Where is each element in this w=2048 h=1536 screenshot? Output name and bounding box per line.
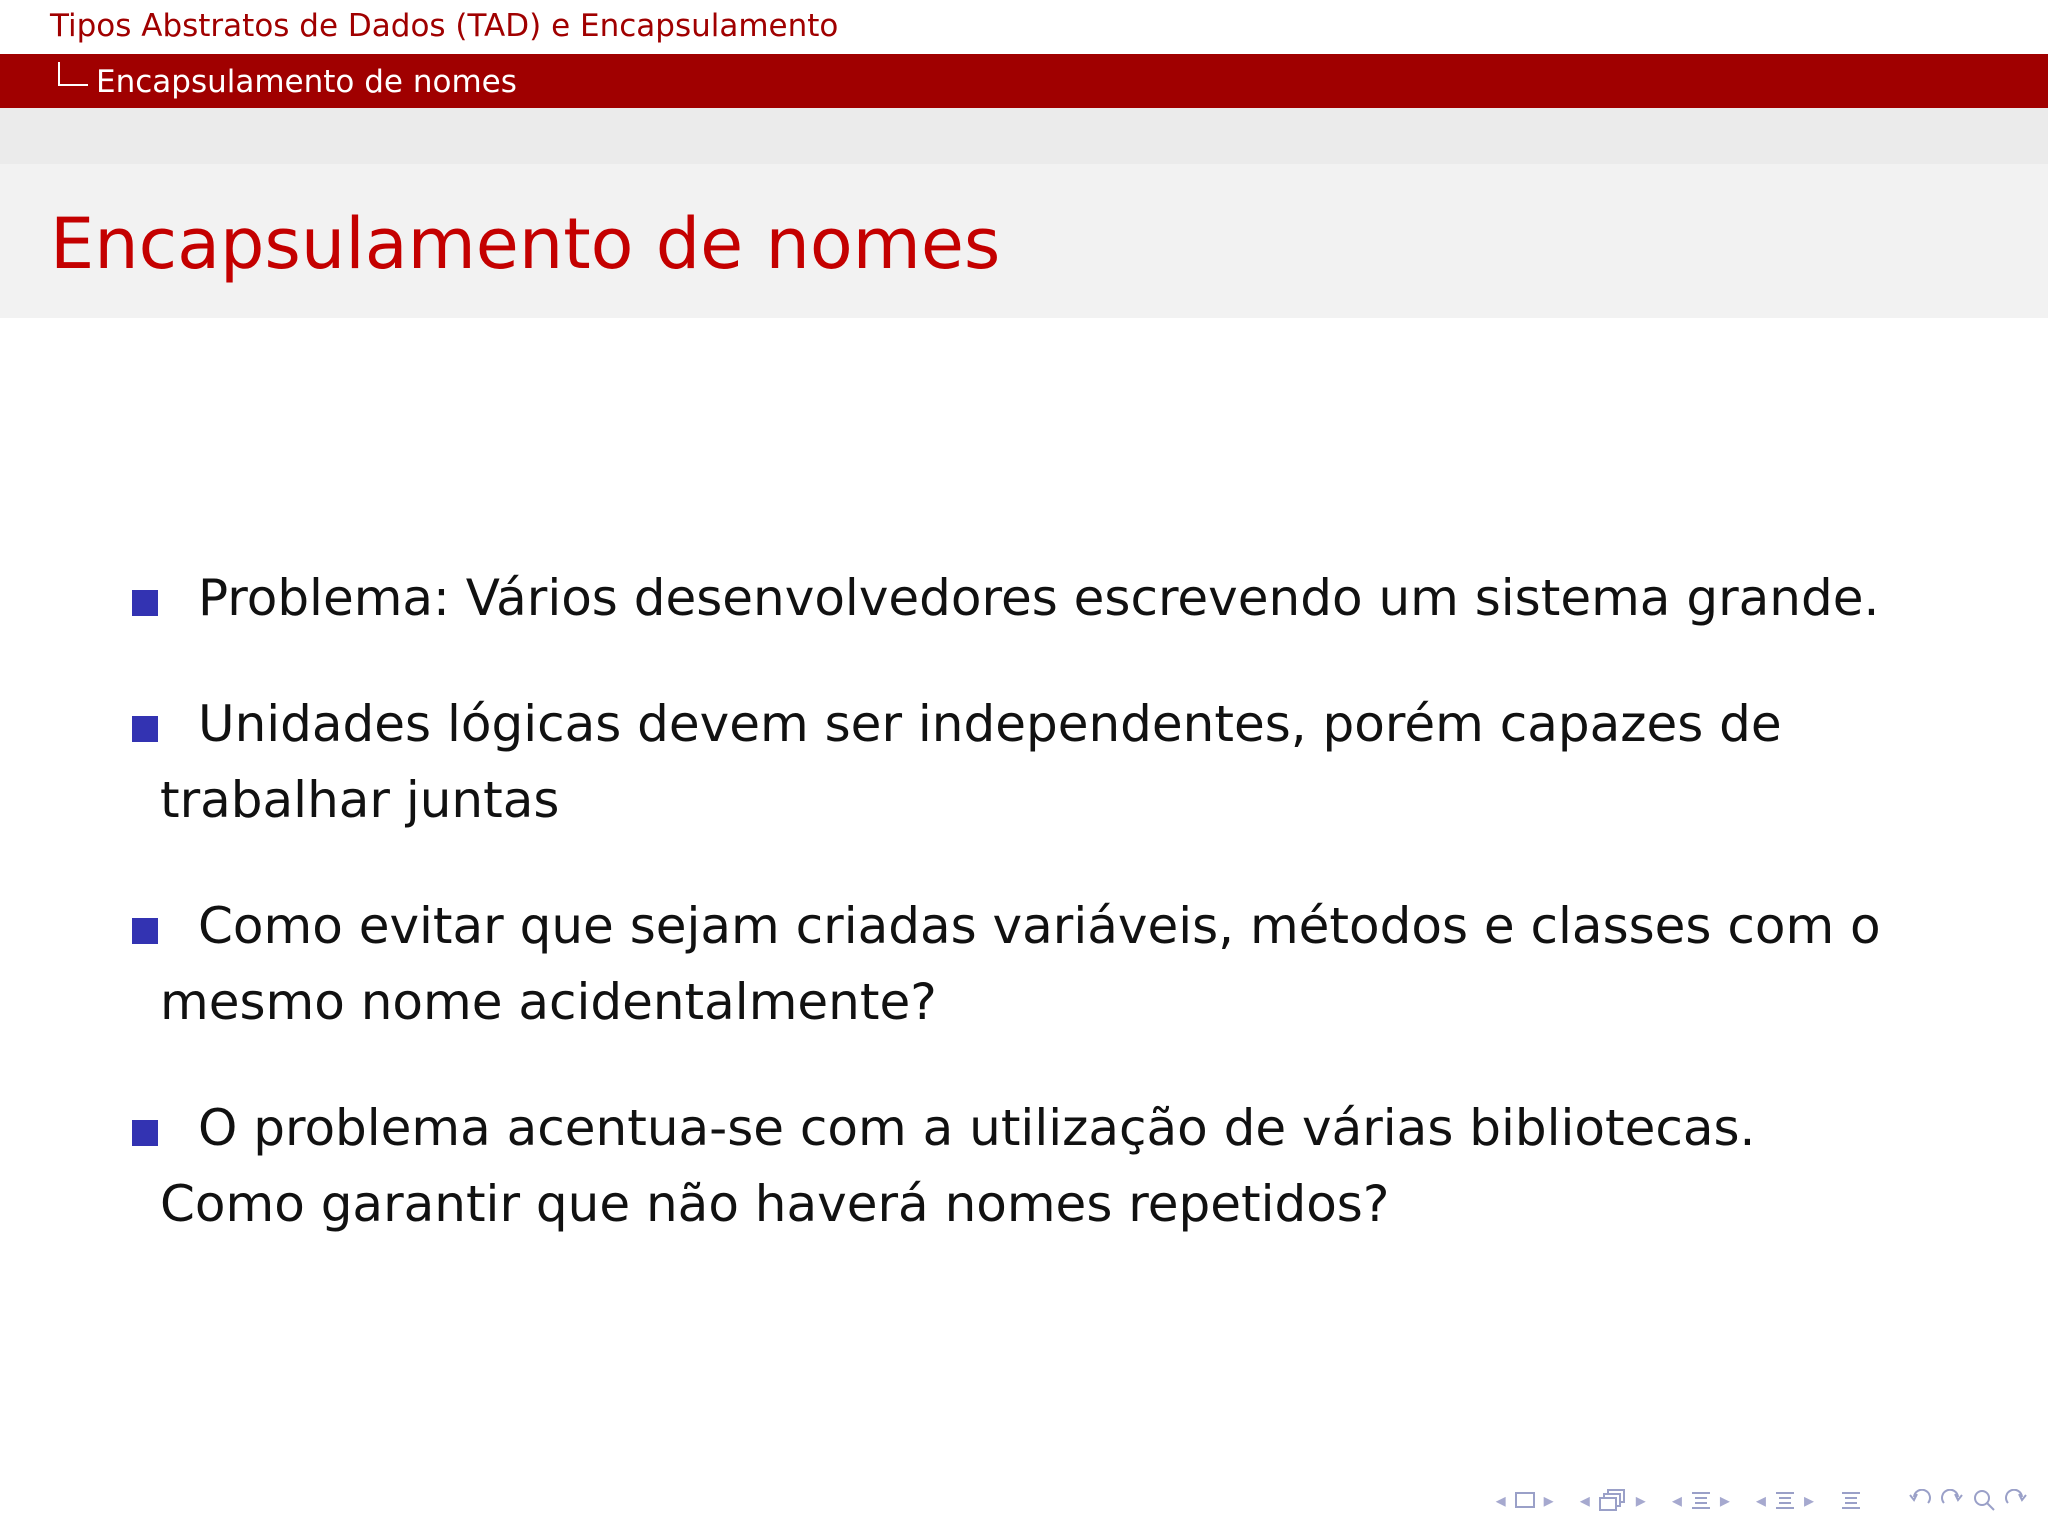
bullet-item: [130, 560, 1910, 636]
bullet-item: [130, 888, 1910, 1040]
frame-nav: [1580, 1488, 1646, 1512]
section-headline: [0, 0, 2048, 54]
subsection-nav: [1672, 1488, 1730, 1512]
next-slide-icon[interactable]: ▸: [1543, 1488, 1554, 1512]
bullet-item: [130, 1090, 1910, 1242]
document-nav: [1840, 1489, 1862, 1511]
next-frame-icon[interactable]: ▸: [1635, 1488, 1646, 1512]
back-forward-icon[interactable]: [1908, 1489, 1932, 1511]
back-forward-icon[interactable]: [1940, 1489, 1964, 1511]
next-section-icon[interactable]: ▸: [1803, 1488, 1814, 1512]
bullet-square-icon: [132, 918, 158, 944]
bullet-list: [130, 560, 1910, 1292]
slide-nav-icon[interactable]: [1514, 1491, 1536, 1509]
bullet-square-icon: [132, 590, 158, 616]
prev-subsection-icon[interactable]: ◂: [1671, 1488, 1682, 1512]
frame-title: Encapsulamento de nomes: [50, 203, 1001, 285]
navigation-bar: [1476, 1482, 2028, 1518]
frame-title-band: [0, 164, 2048, 318]
search-icon[interactable]: [1972, 1488, 1996, 1512]
bullet-text: Unidades lógicas devem ser independentes, porém capazes de trabalhar juntas: [160, 695, 1782, 829]
next-subsection-icon[interactable]: ▸: [1719, 1488, 1730, 1512]
subsection-title[interactable]: Encapsulamento de nomes: [96, 64, 517, 100]
prev-section-icon[interactable]: ◂: [1755, 1488, 1766, 1512]
bullet-square-icon: [132, 1120, 158, 1146]
bullet-text: O problema acentua-se com a utilização de várias bibliotecas. Como garantir que não haverá nomes repetidos?: [160, 1099, 1756, 1233]
document-nav-icon[interactable]: [1840, 1489, 1862, 1511]
bullet-item: [130, 686, 1910, 838]
bullet-text: Problema: Vários desenvolvedores escrevendo um sistema grande.: [198, 569, 1880, 627]
slide-nav: [1496, 1488, 1554, 1512]
subsection-nav-icon[interactable]: [1690, 1489, 1712, 1511]
bullet-text: Como evitar que sejam criadas variáveis, métodos e classes com o mesmo nome acidentalmente?: [160, 897, 1881, 1031]
search-nav: [1908, 1488, 2028, 1512]
section-nav: [1756, 1488, 1814, 1512]
prev-frame-icon[interactable]: ◂: [1579, 1488, 1590, 1512]
section-nav-icon[interactable]: [1774, 1489, 1796, 1511]
header-spacer: [0, 108, 2048, 164]
section-title[interactable]: Tipos Abstratos de Dados (TAD) e Encapsulamento: [50, 8, 839, 44]
subsection-headline: [0, 54, 2048, 108]
frame-nav-icon[interactable]: [1598, 1488, 1628, 1512]
bullet-square-icon: [132, 716, 158, 742]
prev-slide-icon[interactable]: ◂: [1495, 1488, 1506, 1512]
back-forward-icon[interactable]: [2004, 1489, 2028, 1511]
tree-corner-icon: [58, 62, 88, 86]
